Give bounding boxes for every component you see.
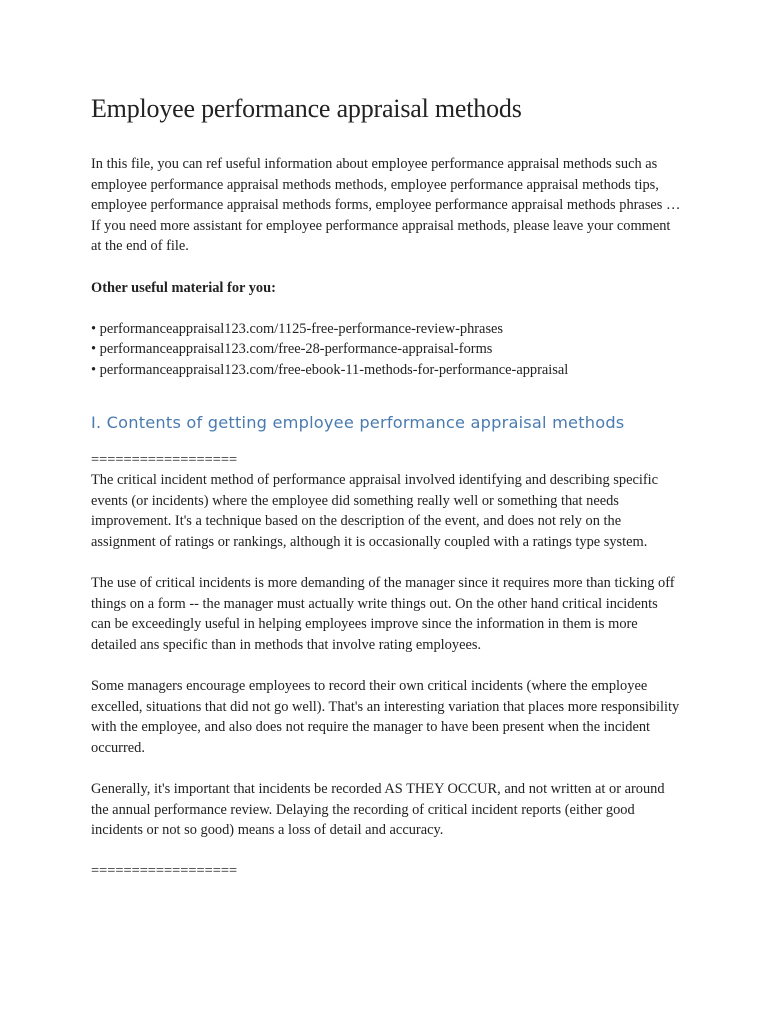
document-title: Employee performance appraisal methods [91, 94, 522, 123]
link-item-appraisal-forms[interactable]: • performanceappraisal123.com/free-28-performance-appraisal-forms [91, 339, 681, 360]
paragraph-timing: Generally, it's important that incidents be recorded AS THEY OCCUR, and not written at or around the annual performance review. Delaying the recording of critical incident reports (either good incidents or not so good) means a loss of detail and accuracy. [91, 781, 665, 839]
section-heading: I. Contents of getting employee performance appraisal methods [91, 412, 625, 432]
paragraph-manager-demands: The use of critical incidents is more demanding of the manager since it requires more than ticking off things on a form -- the manager must actually write things out. On the other hand critical incidents can be exceedingly useful in helping employees improve since the information in them is more detailed ans specific than in methods that involve rating employees. [91, 575, 675, 653]
link-item-free-ebook[interactable]: • performanceappraisal123.com/free-ebook-11-methods-for-performance-appraisal [91, 360, 681, 381]
document-page [91, 92, 681, 882]
paragraph-self-recording: Some managers encourage employees to record their own critical incidents (where the employee excelled, situations that did not go well). That's an interesting variation that places more responsibility with the employee, and also does not require the manager to have been present when the incident occurred. [91, 678, 680, 756]
intro-paragraph: In this file, you can ref useful information about employee performance appraisal methods such as employee performance appraisal methods methods, employee performance appraisal methods tips, employee performance appraisal methods forms, employee performance appraisal methods phrases … If you need more assistant for employee performance appraisal methods, please leave your comment at the end of file. [91, 156, 681, 255]
separator-top: ================== [91, 451, 238, 468]
useful-material-label: Other useful material for you: [91, 279, 276, 296]
separator-bottom: ================== [91, 863, 238, 880]
useful-links-list [91, 319, 681, 381]
paragraph-critical-incident: The critical incident method of performance appraisal involved identifying and describing specific events (or incidents) where the employee did something really well or something that needs improvement. It's a technique based on the description of the event, and does not rely on the assignment of ratings or rankings, although it is occasionally coupled with a ratings type system. [91, 472, 659, 550]
link-item-review-phrases[interactable]: • performanceappraisal123.com/1125-free-performance-review-phrases [91, 319, 681, 340]
